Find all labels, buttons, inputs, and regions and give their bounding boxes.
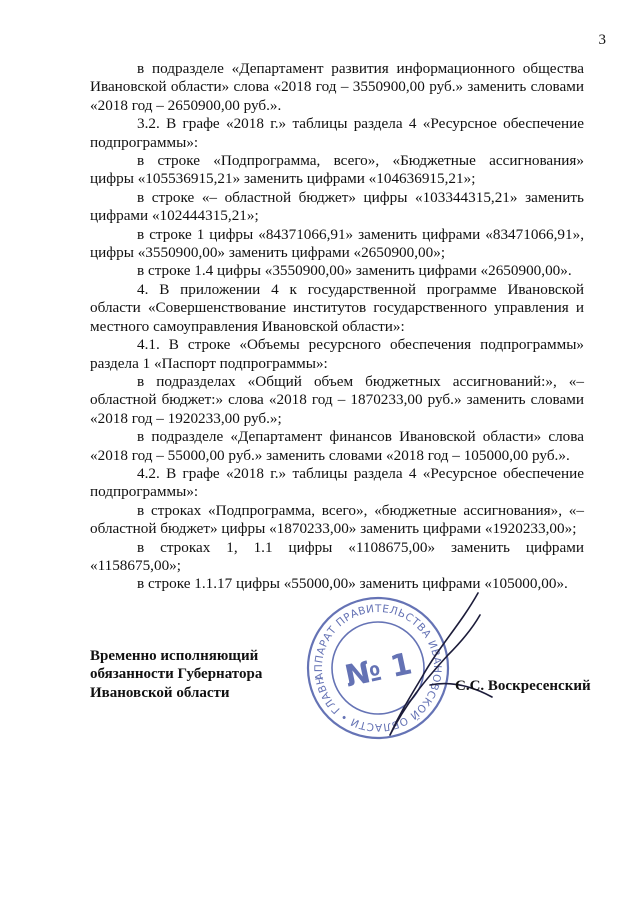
paragraph: в подразделе «Департамент развития информационного общества Ивановской области» слова «2018 год – 3550900,00 руб.» заменить словами «2018 год – 2650900,00 руб.». — [90, 60, 584, 114]
paragraph: в строке «– областной бюджет» цифры «103344315,21» заменить цифрами «102444315,21»; — [90, 188, 584, 225]
paragraph: в строке 1.4 цифры «3550900,00» заменить цифрами «2650900,00». — [137, 262, 572, 280]
signatory-title-line: обязанности Губернатора — [90, 666, 263, 683]
stamp-number: № 1 — [341, 646, 416, 695]
paragraph: в строке «Подпрограмма, всего», «Бюджетные ассигнования» цифры «105536915,21» заменить цифрами «104636915,21»; — [90, 152, 584, 188]
paragraph: 4. В приложении 4 к государственной программе Ивановской области «Совершенствование институтов государственного управления и местного самоуправления Ивановской области»: — [90, 280, 584, 335]
paragraph: в строках 1, 1.1 цифры «1108675,00» заменить цифрами «1158675,00»; — [90, 538, 584, 574]
signatory-title-line: Ивановской области — [90, 684, 230, 701]
paragraph: в строке 1 цифры «84371066,91» заменить цифрами «83471066,91», цифры «3550900,00» заменить цифрами «2650900,00»; — [90, 225, 584, 262]
paragraph: в строке 1.1.17 цифры «55000,00» заменить цифрами «105000,00». — [137, 575, 568, 593]
paragraph: в подразделах «Общий объем бюджетных ассигнований:», «– областной бюджет:» слова «2018 год – 1870233,00 руб.» заменить словами «2018 год – 1920233,00 руб.»; — [90, 372, 584, 427]
paragraph: 4.2. В графе «2018 г.» таблицы раздела 4 «Ресурсное обеспечение подпрограммы»: — [90, 464, 584, 501]
paragraph: 4.1. В строке «Объемы ресурсного обеспечения подпрограммы» раздела 1 «Паспорт подпрограммы»: — [90, 336, 584, 372]
paragraph: в строках «Подпрограмма, всего», «бюджетные ассигнования», «– областной бюджет» цифры «1870233,00» заменить цифрами «1920233,00»; — [90, 501, 584, 538]
page-number: 3 — [598, 32, 606, 48]
stamp-ring-text: АППАРАТ ПРАВИТЕЛЬСТВА ИВАНОВСКОЙ ОБЛАСТИ • ГЛАВНОЕ — [312, 602, 444, 734]
paragraph: 3.2. В графе «2018 г.» таблицы раздела 4 «Ресурсное обеспечение подпрограммы»: — [90, 115, 584, 151]
signatory-title — [90, 647, 262, 702]
paragraph: в подразделе «Департамент финансов Ивановской области» слова «2018 год – 55000,00 руб.» заменить словами «2018 год – 105000,00 руб.». — [90, 428, 584, 464]
handwritten-signature — [330, 585, 520, 755]
signer-name: С.С. Воскресенский — [455, 678, 591, 694]
signatory-title-line: Временно исполняющий — [90, 648, 259, 664]
document-body — [90, 60, 584, 594]
